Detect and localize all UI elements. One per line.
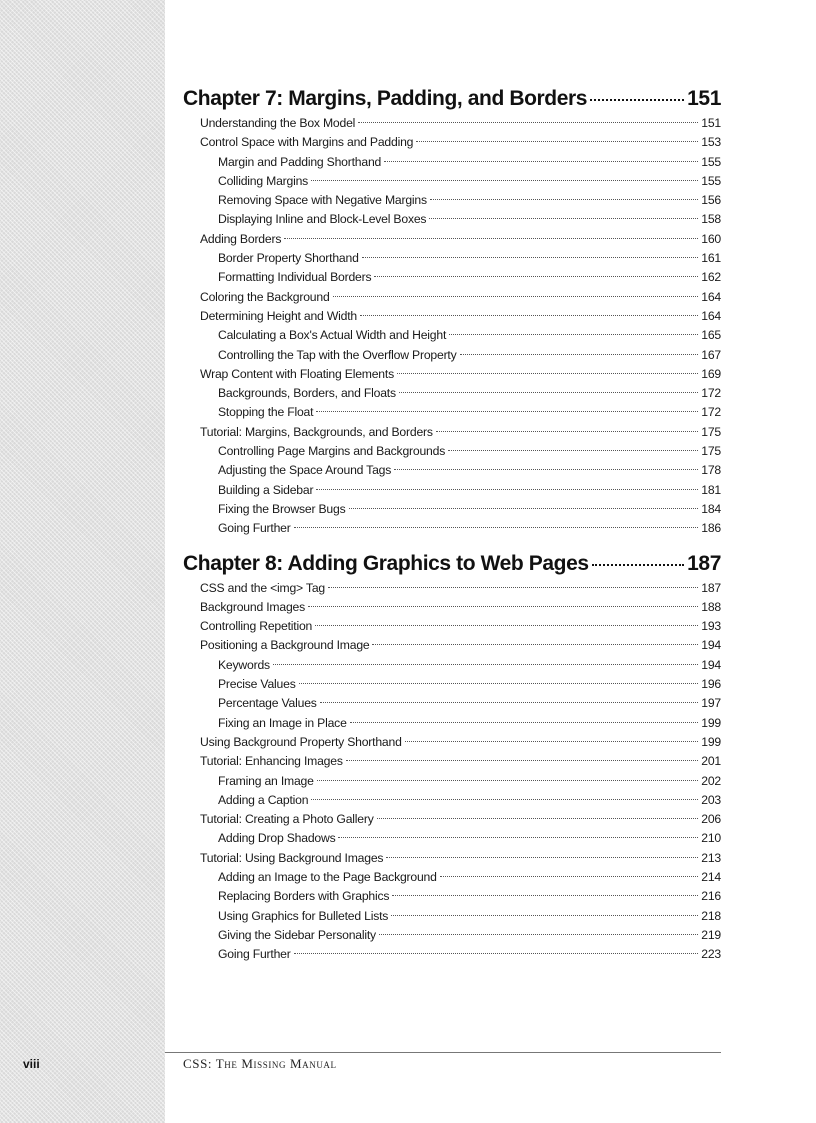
toc-entry[interactable] xyxy=(183,752,721,771)
toc-entry-label: Understanding the Box Model xyxy=(200,116,356,130)
toc-entry[interactable] xyxy=(183,153,721,172)
toc-entry[interactable] xyxy=(183,617,721,636)
toc-entry[interactable] xyxy=(183,887,721,906)
dot-leader xyxy=(316,411,698,412)
dot-leader xyxy=(349,508,699,509)
toc-entry[interactable] xyxy=(183,714,721,733)
dot-leader xyxy=(360,315,698,316)
toc-entry-label: CSS and the <img> Tag xyxy=(200,580,325,595)
chapter-title: Chapter 8: Adding Graphics to Web Pages xyxy=(183,551,589,575)
dot-leader xyxy=(416,141,698,142)
toc-entry[interactable] xyxy=(183,849,721,868)
toc-entry-label: Displaying Inline and Block-Level Boxes xyxy=(218,212,427,227)
dot-leader xyxy=(294,527,699,528)
toc-entry-label: Adjusting the Space Around Tags xyxy=(218,463,392,478)
toc-entry-label: Colliding Margins xyxy=(218,173,309,188)
toc-entry-label: Stopping the Float xyxy=(218,405,314,420)
footer-divider xyxy=(165,1052,721,1053)
toc-entry-label: Giving the Sidebar Personality xyxy=(218,927,376,942)
dot-leader xyxy=(430,199,698,200)
toc-entry-page: 201 xyxy=(701,754,721,769)
toc-entry-page: 210 xyxy=(701,831,721,846)
dot-leader xyxy=(379,934,698,935)
dot-leader xyxy=(358,122,698,123)
toc-entry[interactable] xyxy=(183,926,721,945)
side-strip xyxy=(0,0,165,1123)
dot-leader xyxy=(311,180,698,181)
toc-entry-page: 197 xyxy=(701,696,721,711)
toc-entry-label: Going Further xyxy=(218,521,291,536)
toc-entry-label: Removing Space with Negative Margins xyxy=(218,193,427,208)
dot-leader xyxy=(328,587,698,588)
toc-entry-page: 196 xyxy=(701,677,721,692)
dot-leader xyxy=(394,469,698,470)
toc-entry[interactable] xyxy=(183,133,721,152)
toc-entry[interactable] xyxy=(183,210,721,229)
toc-entry-label: Coloring the Background xyxy=(200,289,330,304)
toc-entry[interactable] xyxy=(183,791,721,810)
toc-entry-label: Formatting Individual Borders xyxy=(218,270,372,285)
toc-entry-page: 162 xyxy=(701,270,721,285)
toc-entry[interactable] xyxy=(183,461,721,480)
chapter-heading[interactable] xyxy=(183,84,721,114)
dot-leader xyxy=(317,780,699,781)
toc-entry-page: 178 xyxy=(701,463,721,478)
dot-leader xyxy=(405,741,699,742)
chapter-page: 151 xyxy=(687,87,721,110)
toc-entry[interactable] xyxy=(183,868,721,887)
toc-entry[interactable] xyxy=(183,500,721,519)
toc-entry-page: 165 xyxy=(701,328,721,343)
toc-entry-label: Controlling the Tap with the Overflow Property xyxy=(218,347,457,362)
toc-entry-page: 164 xyxy=(701,289,721,304)
toc-entry-label: Tutorial: Margins, Backgrounds, and Borders xyxy=(200,424,433,439)
dot-leader xyxy=(372,644,698,645)
dot-leader xyxy=(350,722,699,723)
toc-entry-label: Adding a Caption xyxy=(218,792,309,807)
dot-leader xyxy=(320,702,699,703)
dot-leader xyxy=(316,489,698,490)
toc-entry-label: Controlling Page Margins and Backgrounds xyxy=(218,444,446,459)
dot-leader xyxy=(284,238,698,239)
dot-leader xyxy=(362,257,699,258)
dot-leader xyxy=(384,161,698,162)
dot-leader xyxy=(397,373,698,374)
toc-entry-label: Adding Drop Shadows xyxy=(218,831,336,846)
toc-entry-page: 172 xyxy=(701,405,721,420)
toc-entry[interactable] xyxy=(183,636,721,655)
toc-entry[interactable] xyxy=(183,829,721,848)
toc-entry[interactable] xyxy=(183,230,721,249)
dot-leader xyxy=(315,625,698,626)
dot-leader xyxy=(338,837,698,838)
dot-leader xyxy=(391,915,698,916)
dot-leader xyxy=(392,895,698,896)
toc-entry[interactable] xyxy=(183,346,721,365)
chapter-heading[interactable] xyxy=(183,549,721,579)
toc-entry-label: Backgrounds, Borders, and Floats xyxy=(218,386,396,401)
dot-leader xyxy=(308,606,698,607)
dot-leader xyxy=(273,664,698,665)
dot-leader xyxy=(440,876,699,877)
toc-entry[interactable] xyxy=(183,384,721,403)
toc-entry-label: Wrap Content with Floating Elements xyxy=(200,366,394,381)
toc-entry-page: 193 xyxy=(701,619,721,634)
toc-entry-page: 169 xyxy=(701,366,721,381)
toc-entry-label: Fixing the Browser Bugs xyxy=(218,501,346,516)
toc-entry[interactable] xyxy=(183,172,721,191)
dot-leader xyxy=(299,683,699,684)
dot-leader xyxy=(436,431,698,432)
dot-leader xyxy=(294,953,699,954)
toc-entry-label: Tutorial: Enhancing Images xyxy=(200,754,343,769)
toc-entry[interactable] xyxy=(183,907,721,926)
toc-entry-label: Tutorial: Creating a Photo Gallery xyxy=(200,812,374,827)
dot-leader xyxy=(346,760,699,761)
toc-entry[interactable] xyxy=(183,579,721,598)
dot-leader xyxy=(377,818,699,819)
chapter-title: Chapter 7: Margins, Padding, and Borders xyxy=(183,87,588,110)
toc-entry[interactable] xyxy=(183,114,721,133)
dot-leader xyxy=(449,334,698,335)
toc-entry-page: 186 xyxy=(701,521,721,536)
dot-leader xyxy=(374,276,698,277)
toc-entry-page: 167 xyxy=(701,347,721,362)
toc-entry-page: 206 xyxy=(701,812,721,827)
toc-entry-page: 203 xyxy=(701,792,721,807)
dot-leader xyxy=(311,799,698,800)
table-of-contents xyxy=(183,84,721,964)
toc-entry-label: Using Background Property Shorthand xyxy=(200,734,402,749)
toc-entry-label: Going Further xyxy=(218,947,291,962)
toc-entry-page: 156 xyxy=(701,193,721,208)
toc-entry[interactable] xyxy=(183,268,721,287)
running-footer-title: CSS: The Missing Manual xyxy=(183,1056,337,1071)
toc-entry-page: 164 xyxy=(701,308,721,323)
toc-entry-page: 184 xyxy=(701,501,721,516)
toc-entry[interactable] xyxy=(183,403,721,422)
toc-entry-label: Fixing an Image in Place xyxy=(218,715,347,730)
toc-entry-page: 188 xyxy=(701,599,721,614)
dot-leader xyxy=(333,296,699,297)
dot-leader xyxy=(386,857,698,858)
toc-entry-page: 199 xyxy=(701,715,721,730)
toc-entry[interactable] xyxy=(183,733,721,752)
toc-entry-label: Building a Sidebar xyxy=(218,482,314,497)
toc-entry-page: 175 xyxy=(701,424,721,439)
toc-entry-label: Margin and Padding Shorthand xyxy=(218,154,382,169)
toc-entry-page: 175 xyxy=(701,444,721,459)
toc-entry-label: Control Space with Margins and Padding xyxy=(200,135,414,150)
toc-entry-page: 199 xyxy=(701,734,721,749)
toc-entry-label: Keywords xyxy=(218,657,270,672)
toc-entry-label: Framing an Image xyxy=(218,773,314,788)
toc-entry-page: 213 xyxy=(701,850,721,865)
toc-entry[interactable] xyxy=(183,442,721,461)
toc-entry-page: 155 xyxy=(701,154,721,169)
toc-entry-page: 216 xyxy=(701,889,721,904)
toc-entry-page: 172 xyxy=(701,386,721,401)
toc-entry[interactable] xyxy=(183,675,721,694)
toc-entry-page: 158 xyxy=(701,212,721,227)
dot-leader xyxy=(590,99,684,101)
toc-entry-label: Tutorial: Using Background Images xyxy=(200,850,384,865)
toc-entry-label: Adding Borders xyxy=(200,231,282,246)
toc-entry-page: 161 xyxy=(701,251,721,266)
toc-entry[interactable] xyxy=(183,694,721,713)
toc-entry-page: 181 xyxy=(701,482,721,497)
toc-entry-label: Percentage Values xyxy=(218,696,317,711)
toc-entry[interactable] xyxy=(183,288,721,307)
toc-entry-page: 151 xyxy=(701,116,721,130)
toc-entry-label: Precise Values xyxy=(218,677,296,692)
chapter-page: 187 xyxy=(687,551,721,575)
dot-leader xyxy=(592,564,685,566)
toc-entry-label: Adding an Image to the Page Background xyxy=(218,869,437,884)
toc-entry-page: 194 xyxy=(701,657,721,672)
toc-entry-page: 194 xyxy=(701,638,721,653)
toc-entry-page: 223 xyxy=(701,947,721,962)
toc-entry[interactable] xyxy=(183,307,721,326)
toc-entry[interactable] xyxy=(183,772,721,791)
toc-entry[interactable] xyxy=(183,810,721,829)
toc-entry-label: Calculating a Box's Actual Width and Height xyxy=(218,328,447,343)
page-number: viii xyxy=(23,1057,40,1071)
toc-entry-label: Using Graphics for Bulleted Lists xyxy=(218,908,389,923)
dot-leader xyxy=(460,354,699,355)
toc-entry-label: Background Images xyxy=(200,599,305,614)
dot-leader xyxy=(399,392,698,393)
toc-entry-label: Border Property Shorthand xyxy=(218,251,359,266)
toc-entry[interactable] xyxy=(183,598,721,617)
toc-entry-page: 160 xyxy=(701,231,721,246)
toc-entry-label: Replacing Borders with Graphics xyxy=(218,889,390,904)
toc-entry-label: Determining Height and Width xyxy=(200,308,357,323)
toc-entry[interactable] xyxy=(183,945,721,964)
toc-entry[interactable] xyxy=(183,656,721,675)
toc-entry[interactable] xyxy=(183,365,721,384)
toc-entry[interactable] xyxy=(183,423,721,442)
toc-entry-label: Controlling Repetition xyxy=(200,619,313,634)
toc-entry-page: 187 xyxy=(701,580,721,595)
toc-entry-page: 202 xyxy=(701,773,721,788)
dot-leader xyxy=(429,218,698,219)
toc-entry-page: 155 xyxy=(701,173,721,188)
toc-entry[interactable] xyxy=(183,326,721,345)
toc-entry-page: 153 xyxy=(701,135,721,150)
dot-leader xyxy=(448,450,698,451)
toc-entry-page: 214 xyxy=(701,869,721,884)
toc-entry-label: Positioning a Background Image xyxy=(200,638,370,653)
toc-entry[interactable] xyxy=(183,481,721,500)
toc-entry-page: 219 xyxy=(701,927,721,942)
toc-entry-page: 218 xyxy=(701,908,721,923)
toc-entry[interactable] xyxy=(183,191,721,210)
toc-entry[interactable] xyxy=(183,519,721,538)
toc-entry[interactable] xyxy=(183,249,721,268)
